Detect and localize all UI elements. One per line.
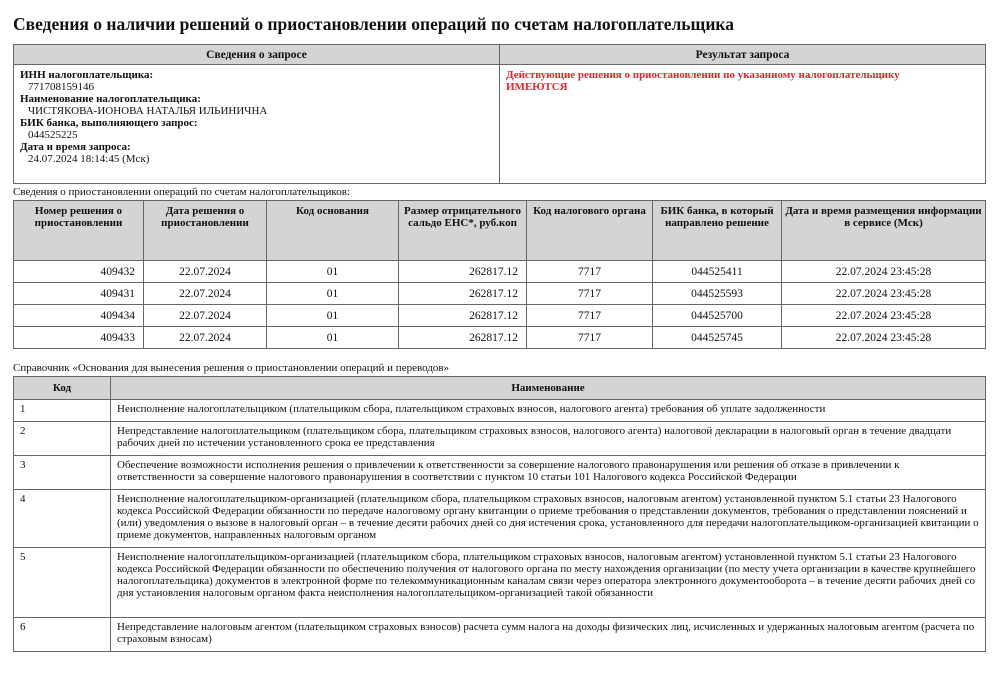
posted-datetime: 22.07.2024 23:45:28 [782, 305, 986, 327]
basis-description: Непредставление налогоплательщиком (плательщиком сбора, плательщиком страховых взносов, налогового агента) налоговой декларации в налоговый орган в течение двадцати рабочих дней по истечении установленного срока ее представления [111, 422, 986, 456]
table-row [14, 400, 986, 422]
table-row [14, 422, 986, 456]
basis-code: 01 [267, 305, 399, 327]
basis-code: 01 [267, 283, 399, 305]
table-row [14, 261, 986, 283]
decision-date: 22.07.2024 [144, 305, 267, 327]
tax-authority-code: 7717 [527, 283, 653, 305]
bank-bik: 044525411 [653, 261, 782, 283]
col-negative-balance: Размер отрицательного сальдо ЕНС*, руб.коп [399, 201, 527, 261]
basis-description: Неисполнение налогоплательщиком (плательщиком сбора, плательщиком страховых взносов, налогового агента) требования об уплате задолженности [111, 400, 986, 422]
basis-code: 5 [14, 548, 111, 618]
basis-description: Обеспечение возможности исполнения решения о привлечении к ответственности за совершение налогового правонарушения или решения об отказе в привлечении к ответственности за совершение налогового правонарушения в соответствии с пунктом 10 статьи 101 Налогового кодекса Российской Федерации [111, 456, 986, 490]
decisions-header-row [14, 201, 986, 261]
decisions-caption: Сведения о приостановлении операций по счетам налогоплательщиков: [13, 186, 350, 198]
negative-balance: 262817.12 [399, 261, 527, 283]
tax-authority-code: 7717 [527, 305, 653, 327]
table-row [14, 305, 986, 327]
basis-code: 4 [14, 490, 111, 548]
bank-bik: 044525700 [653, 305, 782, 327]
col-tax-authority-code: Код налогового органа [527, 201, 653, 261]
table-row [14, 548, 986, 618]
request-date-label: Дата и время запроса: [20, 141, 131, 153]
basis-description: Непредставление налоговым агентом (плательщиком страховых взносов) расчета сумм налога на доходы физических лиц, исчисленных и удержанных налоговым агентом (расчета по страховым взносам) [111, 618, 986, 652]
posted-datetime: 22.07.2024 23:45:28 [782, 283, 986, 305]
basis-code: 1 [14, 400, 111, 422]
inn-label: ИНН налогоплательщика: [20, 69, 154, 81]
decision-number: 409431 [14, 283, 144, 305]
reference-header-row [14, 377, 986, 400]
decisions-table [13, 200, 986, 349]
col-basis-code: Код основания [267, 201, 399, 261]
decision-number: 409433 [14, 327, 144, 349]
table-row [14, 618, 986, 652]
basis-code: 3 [14, 456, 111, 490]
col-posted-datetime: Дата и время размещения информации в сервисе (Мск) [782, 201, 986, 261]
negative-balance: 262817.12 [399, 283, 527, 305]
negative-balance: 262817.12 [399, 305, 527, 327]
negative-balance: 262817.12 [399, 327, 527, 349]
request-info-cell [14, 65, 500, 184]
tax-authority-code: 7717 [527, 327, 653, 349]
bik-value: 044525225 [28, 129, 78, 141]
decision-date: 22.07.2024 [144, 261, 267, 283]
taxpayer-name-value: ЧИСТЯКОВА-ИОНОВА НАТАЛЬЯ ИЛЬИНИЧНА [28, 105, 268, 117]
posted-datetime: 22.07.2024 23:45:28 [782, 261, 986, 283]
decision-date: 22.07.2024 [144, 283, 267, 305]
result-message: Действующие решения о приостановлении по указанному налогоплательщику [506, 69, 900, 81]
basis-code: 2 [14, 422, 111, 456]
request-date-value: 24.07.2024 18:14:45 (Мск) [28, 153, 150, 165]
request-body-row [14, 65, 986, 184]
bank-bik: 044525593 [653, 283, 782, 305]
table-row [14, 456, 986, 490]
basis-description: Неисполнение налогоплательщиком-организацией (плательщиком сбора, плательщиком страховых взносов, налоговым агентом) установленной пунктом 5.1 статьи 23 Налогового кодекса Российской Федерации обязанности по обеспечению получения от налогового органа по месту нахождения организации (по месту учета организации в качестве крупнейшего налогоплательщика) документов в электронной форме по телекоммуникационным каналам связи через оператора электронного документооборота – в течение десяти рабочих дней со дня установления налоговым органом факта неисполнения налогоплательщиком-организацией такой обязанности [111, 548, 986, 618]
bik-label: БИК банка, выполняющего запрос: [20, 117, 198, 129]
basis-code: 01 [267, 261, 399, 283]
basis-code: 01 [267, 327, 399, 349]
request-header-row [14, 45, 986, 65]
taxpayer-name-label: Наименование налогоплательщика: [20, 93, 201, 105]
inn-value: 771708159146 [28, 81, 94, 93]
basis-description: Неисполнение налогоплательщиком-организацией (плательщиком сбора, плательщиком страховых взносов, налоговым агентом) установленной пунктом 5.1 статьи 23 Налогового кодекса Российской Федерации обязанности по передаче налоговому органу квитанции о приеме требования о представлении документов, требования о представлении пояснений и (или) уведомления о вызове в налоговый орган – в течение десяти рабочих дней со дня истечения срока, установленного для передачи налогоплательщиком-организацией квитанции о приеме документов, направленных налоговым органом [111, 490, 986, 548]
col-decision-number: Номер решения о приостановлении [14, 201, 144, 261]
basis-code: 6 [14, 618, 111, 652]
reference-caption: Справочник «Основания для вынесения решения о приостановлении операций и переводов» [13, 362, 450, 374]
col-description: Наименование [111, 377, 986, 400]
bank-bik: 044525745 [653, 327, 782, 349]
table-row [14, 490, 986, 548]
result-status: ИМЕЮТСЯ [506, 81, 568, 93]
table-row [14, 283, 986, 305]
page-title: Сведения о наличии решений о приостановлении операций по счетам налогоплательщика [13, 14, 734, 34]
decision-date: 22.07.2024 [144, 327, 267, 349]
table-row [14, 327, 986, 349]
posted-datetime: 22.07.2024 23:45:28 [782, 327, 986, 349]
request-result-header: Результат запроса [500, 45, 986, 65]
request-info-header: Сведения о запросе [14, 45, 500, 65]
request-result-cell [500, 65, 986, 184]
reference-table [13, 376, 986, 652]
col-bank-bik: БИК банка, в который направлено решение [653, 201, 782, 261]
request-table [13, 44, 986, 184]
col-decision-date: Дата решения о приостановлении [144, 201, 267, 261]
tax-authority-code: 7717 [527, 261, 653, 283]
col-code: Код [14, 377, 111, 400]
decision-number: 409432 [14, 261, 144, 283]
decision-number: 409434 [14, 305, 144, 327]
